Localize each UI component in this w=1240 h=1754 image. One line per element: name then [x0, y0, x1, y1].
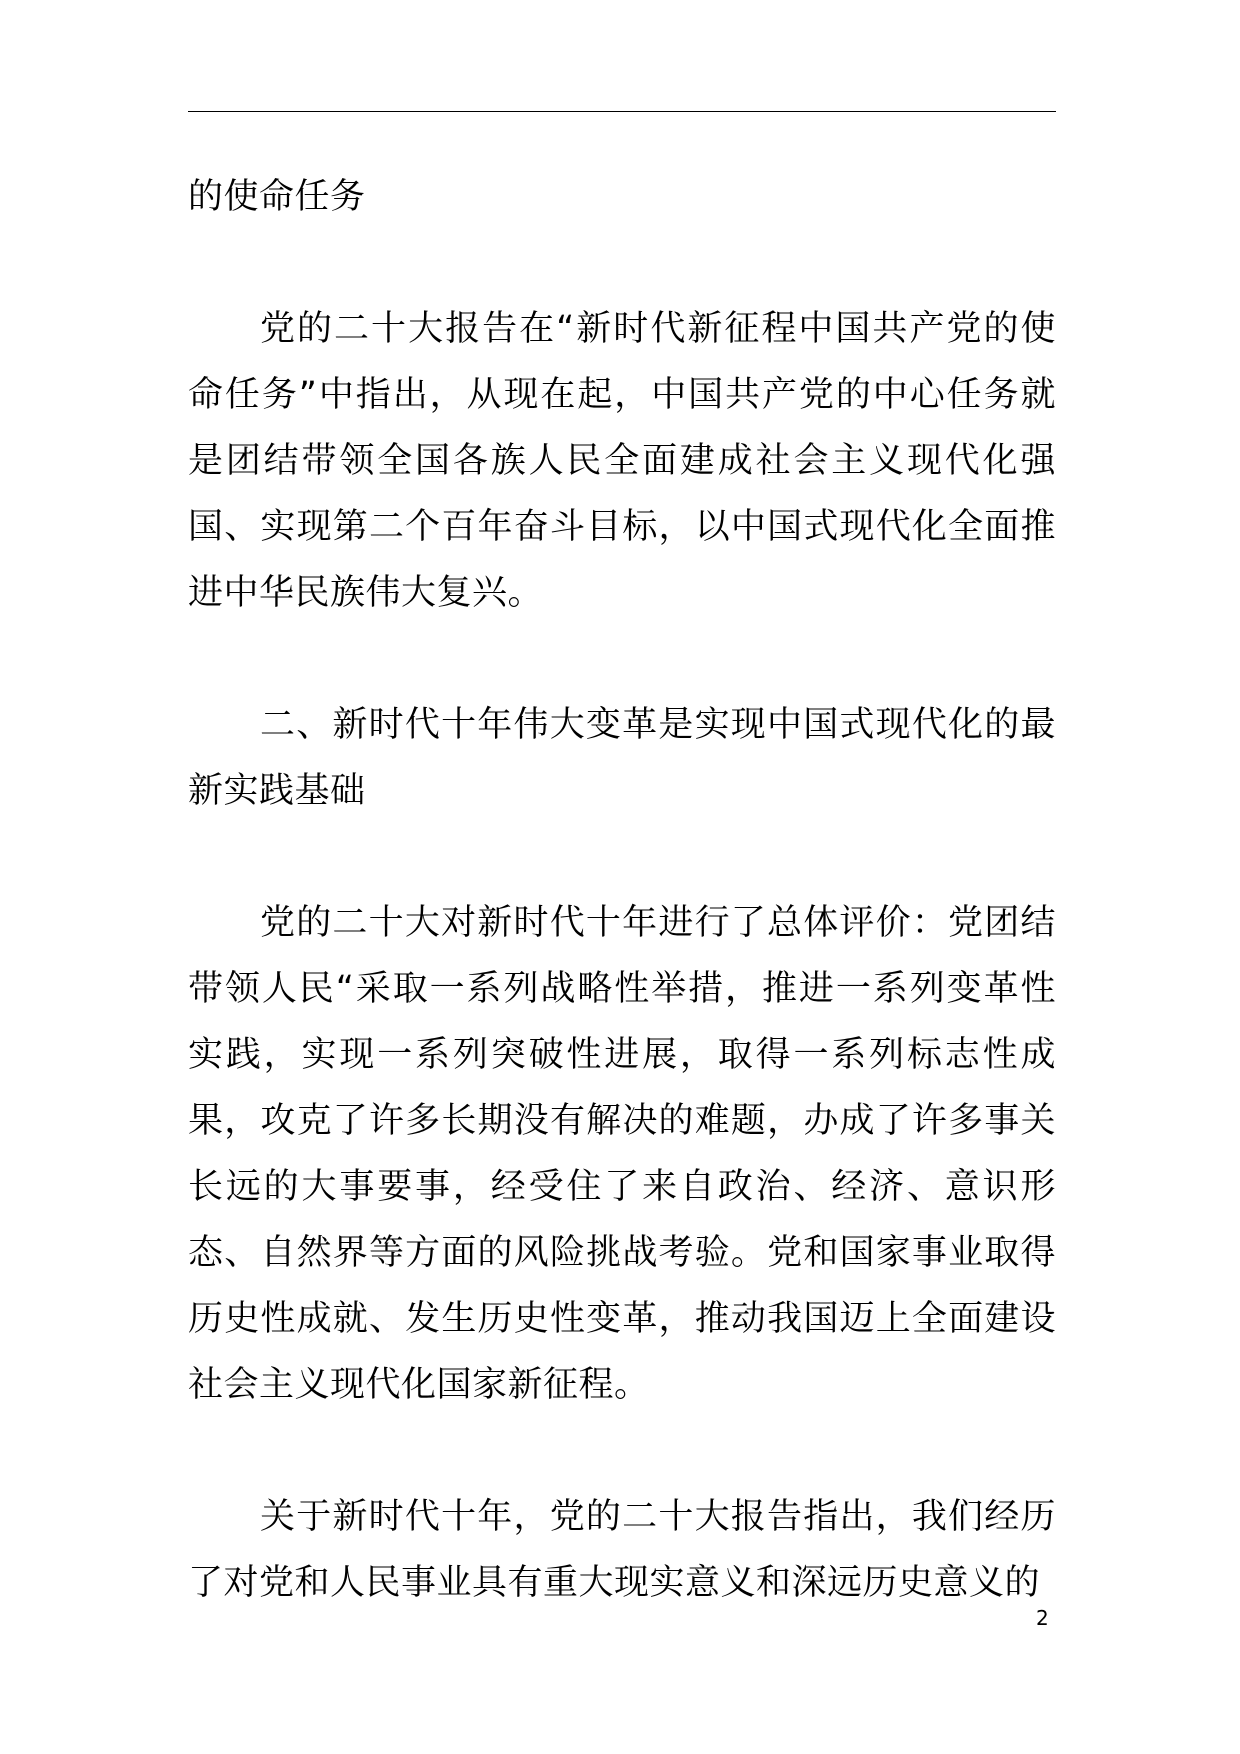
paragraph-gap — [188, 1418, 1056, 1484]
paragraph-gap — [188, 626, 1056, 692]
paragraph-gap — [188, 824, 1056, 890]
paragraph-overall-evaluation: 党的二十大对新时代十年进行了总体评价：党团结带领人民“采取一系列战略性举措，推进一系列变革性实践，实现一系列突破性进展，取得一系列标志性成果，攻克了许多长期没有解决的难题，办成了许多事关长远的大事要事，经受住了来自政治、经济、意识形态、自然界等方面的风险挑战考验。党和国家事业取得历史性成就、发生历史性变革，推动我国迈上全面建设社会主义现代化国家新征程。 — [188, 903, 1056, 1405]
paragraph-gap — [188, 230, 1056, 296]
section-heading: 二、新时代十年伟大变革是实现中国式现代化的最新实践基础 — [188, 705, 1056, 811]
page-number: 2 — [1036, 1606, 1049, 1630]
paragraph-new-era-decade: 关于新时代十年，党的二十大报告指出，我们经历了对党和人民事业具有重大现实意义和深远历史意义的 — [188, 1497, 1056, 1603]
document-body — [188, 164, 1056, 1616]
header-rule — [188, 111, 1056, 112]
paragraph-mission-tasks: 党的二十大报告在“新时代新征程中国共产党的使命任务”中指出，从现在起，中国共产党的中心任务就是团结带领全国各族人民全面建成社会主义现代化强国、实现第二个百年奋斗目标，以中国式现代化全面推进中华民族伟大复兴。 — [188, 309, 1056, 613]
paragraph-continuation: 的使命任务 — [188, 177, 366, 217]
